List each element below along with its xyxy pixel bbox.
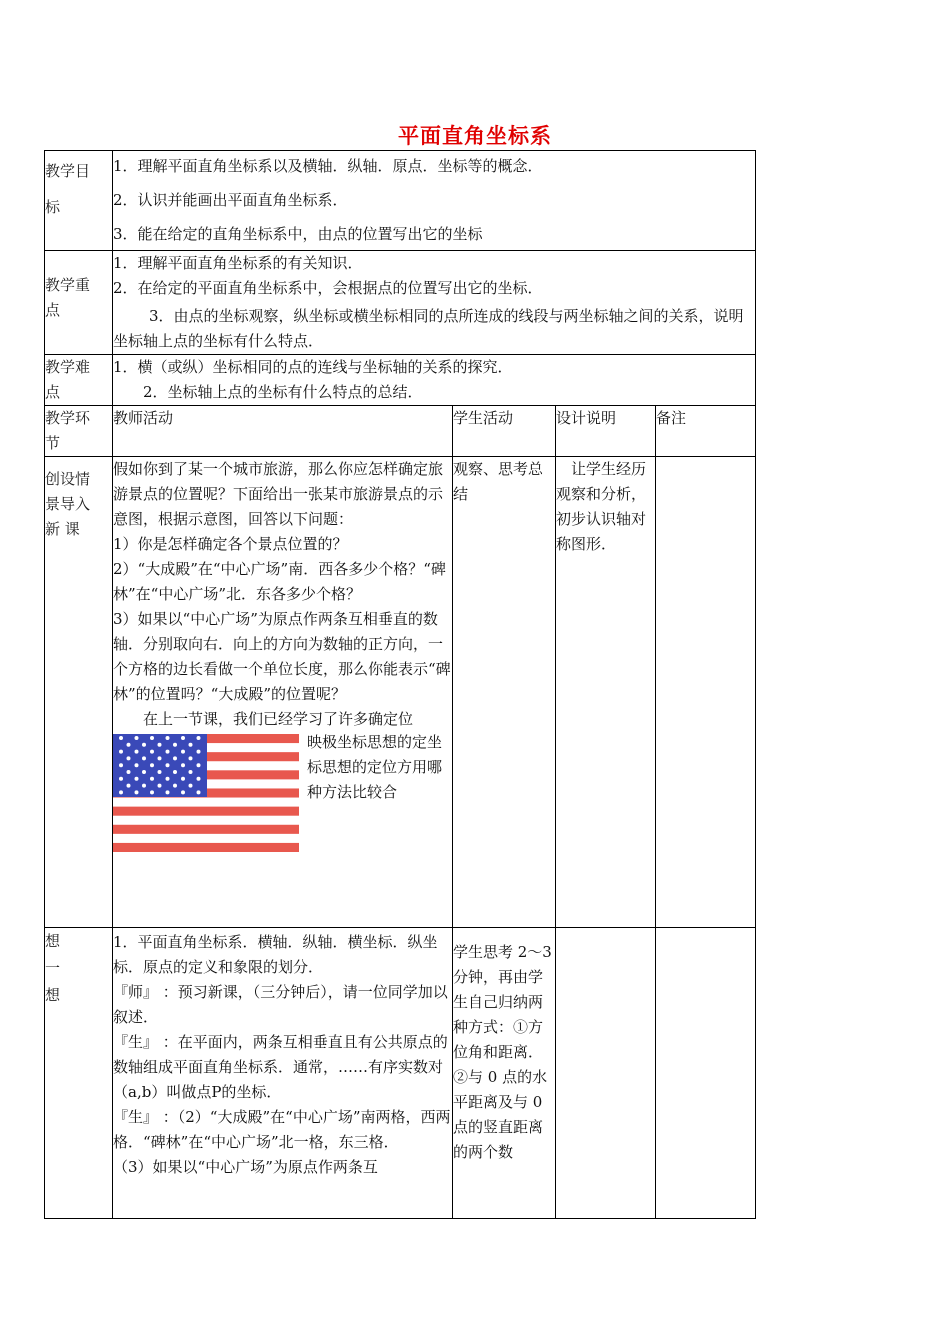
flag-star	[119, 777, 123, 781]
flag-star	[119, 750, 123, 754]
teacher-paragraph: 『生』 ：在平面内，两条互相垂直且有公共原点的数轴组成平面直角坐标系．通常，……有序实数对（a,b）叫做点P的坐标．	[113, 1033, 448, 1101]
flag-star	[150, 790, 154, 794]
flag-star	[173, 770, 177, 774]
flag-star	[150, 777, 154, 781]
notes-intro	[656, 457, 756, 928]
difficulties-row	[45, 355, 756, 406]
flag-star	[189, 784, 193, 788]
key-point-item: 2．在给定的平面直角坐标系中，会根据点的位置写出它的坐标．	[113, 279, 543, 297]
header-notes: 备注	[656, 406, 756, 457]
key-point-item: 3．由点的坐标观察，纵坐标或横坐标相同的点所连成的线段与两坐标轴之间的关系，说明坐标轴上点的坐标有什么特点．	[113, 307, 744, 350]
flag-star	[119, 763, 123, 767]
flag-star	[142, 770, 146, 774]
flag-star	[127, 770, 131, 774]
flag-stripe	[113, 825, 299, 834]
flag-adjacent-text: 映极坐标思想的定坐标思想的定位方用哪种方法比较合	[307, 733, 443, 801]
teacher-paragraph: 3）如果以“中心广场”为原点作两条互相垂直的数轴．分别取向右．向上的方向为数轴的正方向，一个方格的边长看做一个单位长度，那么你能表示“碑林”的位置吗？“大成殿”的位置呢？	[113, 610, 451, 703]
flag-star	[158, 784, 162, 788]
flag-star	[173, 756, 177, 760]
teacher-paragraph: 1）你是怎样确定各个景点位置的？	[113, 535, 348, 553]
objective-item: 2．认识并能画出平面直角坐标系．	[113, 191, 348, 209]
flag-star	[135, 750, 139, 754]
american-flag-image	[113, 734, 299, 852]
objective-item: 1．理解平面直角坐标系以及横轴．纵轴．原点．坐标等的概念．	[113, 157, 543, 175]
flag-star	[173, 784, 177, 788]
flag-star	[189, 743, 193, 747]
header-teacher: 教师活动	[113, 406, 453, 457]
flag-star	[150, 736, 154, 740]
header-stage: 教学环节	[45, 409, 91, 452]
flag-star	[135, 790, 139, 794]
objectives-row	[45, 151, 756, 251]
design-notes-think	[556, 928, 656, 1219]
flag-star	[127, 756, 131, 760]
flag-star	[127, 784, 131, 788]
flag-star	[189, 770, 193, 774]
design-notes-intro: 让学生经历观察和分析，初步认识轴对称图形．	[556, 460, 647, 553]
lesson-plan-table	[44, 150, 756, 1219]
flag-star	[166, 777, 170, 781]
stage-intro-label: 创设情景导入新 课	[45, 470, 91, 538]
flag-star	[197, 750, 201, 754]
flag-star	[127, 743, 131, 747]
difficulties-label: 教学难点	[45, 358, 91, 401]
flag-stripe	[113, 843, 299, 852]
activity-row-intro	[45, 457, 756, 928]
stage-think-label: 想一想	[45, 932, 61, 1004]
objectives-label: 教学目标	[45, 162, 91, 216]
teacher-paragraph: 1．平面直角坐标系．横轴．纵轴．横坐标．纵坐标．原点的定义和象限的划分．	[113, 933, 438, 976]
flag-star	[181, 790, 185, 794]
flag-star	[166, 736, 170, 740]
key-points-row	[45, 251, 756, 355]
teacher-paragraph: 假如你到了某一个城市旅游，那么你应怎样确定旅游景点的位置呢？下面给出一张某市旅游景点的示意图，根据示意图，回答以下问题：	[113, 460, 444, 528]
flag-image-block	[113, 732, 452, 854]
teacher-paragraph: 『师』 ：预习新课，（三分钟后），请一位同学加以叙述．	[113, 983, 448, 1026]
flag-star	[181, 736, 185, 740]
flag-star	[158, 756, 162, 760]
flag-star	[189, 756, 193, 760]
teacher-paragraph: 2）“大成殿”在“中心广场”南．西各多少个格？“碑林”在“中心广场”北．东各多少个格？	[113, 560, 446, 603]
activity-row-think	[45, 928, 756, 1219]
flag-star	[142, 743, 146, 747]
objective-item: 3．能在给定的直角坐标系中，由点的位置写出它的坐标	[113, 225, 483, 243]
flag-star	[166, 750, 170, 754]
flag-star	[181, 763, 185, 767]
flag-star	[197, 763, 201, 767]
flag-star	[166, 763, 170, 767]
flag-star	[135, 777, 139, 781]
teacher-paragraph: （3）如果以“中心广场”为原点作两条互	[113, 1158, 378, 1176]
page-title: 平面直角坐标系	[398, 123, 552, 148]
header-design: 设计说明	[556, 406, 656, 457]
flag-star	[197, 736, 201, 740]
flag-star	[142, 784, 146, 788]
flag-star	[142, 756, 146, 760]
flag-star	[135, 763, 139, 767]
flag-star	[135, 736, 139, 740]
student-activity-think: 学生思考 2～3 分钟，再由学生自己归纳两种方式：①方位角和距离．②与 0 点的水平距离及与 0 点的竖直距离的两个数	[453, 943, 552, 1161]
header-student: 学生活动	[453, 406, 556, 457]
flag-star	[158, 770, 162, 774]
key-point-item: 1．理解平面直角坐标系的有关知识．	[113, 254, 363, 272]
flag-star	[181, 777, 185, 781]
flag-star	[158, 743, 162, 747]
difficulty-item: 2．坐标轴上点的坐标有什么特点的总结．	[143, 383, 423, 401]
flag-star	[173, 743, 177, 747]
teacher-paragraph: 在上一节课，我们已经学习了许多确定位	[143, 710, 414, 728]
flag-stripe	[113, 807, 299, 816]
flag-star	[166, 790, 170, 794]
flag-star	[150, 763, 154, 767]
flag-star	[197, 790, 201, 794]
student-activity-intro: 观察、思考总结	[453, 460, 544, 503]
teacher-paragraph: 『生』 ：（2）“大成殿”在“中心广场”南两格，西两格．“碑林”在“中心广场”北一格，东三格．	[113, 1108, 451, 1151]
flag-star	[119, 790, 123, 794]
column-header-row	[45, 406, 756, 457]
flag-star	[197, 777, 201, 781]
flag-star	[150, 750, 154, 754]
notes-think	[656, 928, 756, 1219]
flag-star	[119, 736, 123, 740]
flag-star	[181, 750, 185, 754]
difficulty-item: 1．横（或纵）坐标相同的点的连线与坐标轴的关系的探究．	[113, 358, 513, 376]
key-points-label: 教学重点	[45, 276, 91, 319]
